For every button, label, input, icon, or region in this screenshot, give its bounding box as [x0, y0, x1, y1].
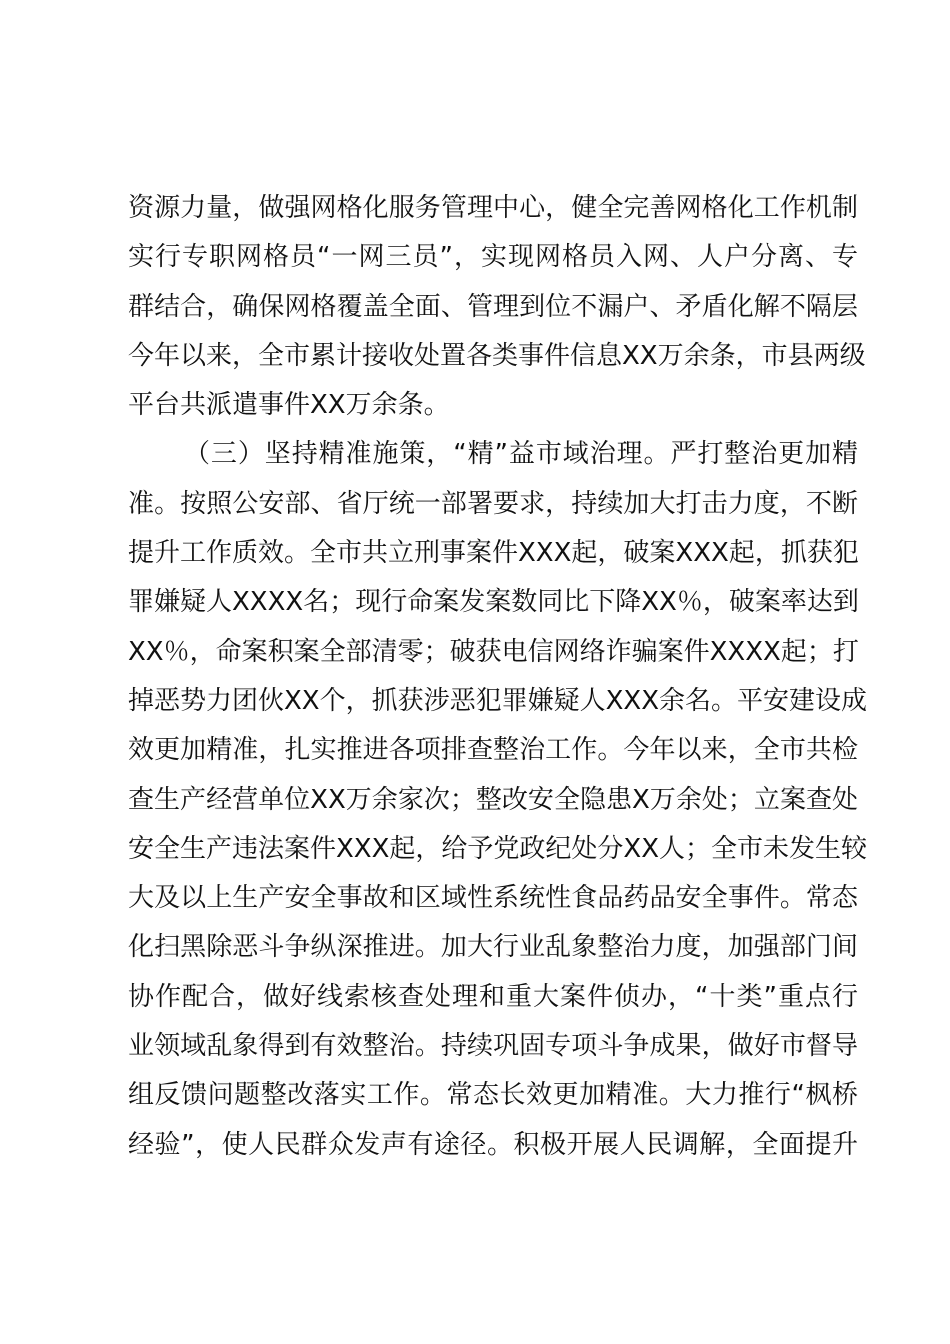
- text-line: 业领域乱象得到有效整治。持续巩固专项斗争成果，做好市督导: [128, 1031, 858, 1062]
- text-line: 准。按照公安部、省厅统一部署要求，持续加大打击力度，不断: [128, 488, 858, 519]
- text-line: 安全生产违法案件XXX起，给予党政纪处分XX人；全市未发生较: [128, 833, 868, 864]
- text-line: 协作配合，做好线索核查处理和重大案件侦办，“十类”重点行: [128, 981, 858, 1012]
- text-line: XX％，命案积案全部清零；破获电信网络诈骗案件XXXX起；打: [128, 636, 859, 667]
- text-line: 罪嫌疑人XXXX名；现行命案发案数同比下降XX％，破案率达到: [128, 587, 859, 618]
- text-line: 平台共派遣事件XX万余条。: [128, 390, 450, 421]
- text-line: 资源力量，做强网格化服务管理中心，健全完善网格化工作机制: [128, 193, 858, 223]
- text-line: 掉恶势力团伙XX个，抓获涉恶犯罪嫌疑人XXX余名。平安建设成: [128, 685, 868, 716]
- text-line: 今年以来，全市累计接收处置各类事件信息XX万余条，市县两级: [128, 340, 866, 371]
- text-line: 组反馈问题整改落实工作。常态长效更加精准。大力推行“枫桥: [128, 1080, 858, 1111]
- paragraph: [128, 430, 868, 1169]
- text-line: 化扫黑除恶斗争纵深推进。加大行业乱象整治力度，加强部门间: [128, 932, 858, 963]
- text-line: 查生产经营单位XX万余家次；整改安全隐患X万余处；立案查处: [128, 784, 858, 815]
- document-body: [128, 184, 868, 1170]
- text-line: 效更加精准，扎实推进各项排查整治工作。今年以来，全市共检: [128, 735, 858, 766]
- text-line: 经验”，使人民群众发声有途径。积极开展人民调解，全面提升: [128, 1129, 858, 1160]
- text-line: 实行专职网格员“一网三员”，实现网格员入网、人户分离、专: [128, 242, 858, 273]
- paragraph: [128, 184, 866, 430]
- text-line: 群结合，确保网格覆盖全面、管理到位不漏户、矛盾化解不隔层: [128, 291, 858, 322]
- section-heading-line: （三）坚持精准施策，“精”益市域治理。严打整治更加精: [184, 439, 858, 470]
- text-line: 大及以上生产安全事故和区域性系统性食品药品安全事件。常态: [128, 883, 858, 914]
- text-line: 提升工作质效。全市共立刑事案件XXX起，破案XXX起，抓获犯: [128, 538, 859, 569]
